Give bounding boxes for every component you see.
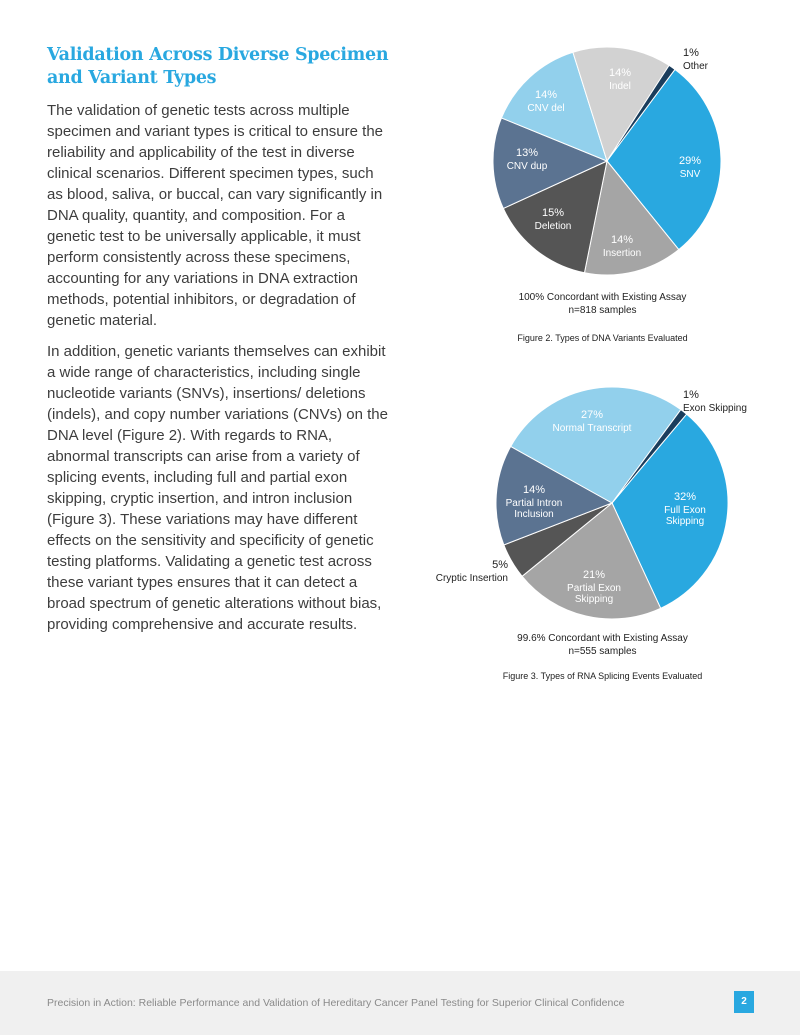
- figure2-sample-count: n=818 samples: [568, 305, 637, 316]
- slice-category-label-other: Other: [683, 61, 709, 72]
- page-number: 2: [734, 991, 754, 1013]
- slice-category-label-full-exon-skipping-line2: Skipping: [665, 516, 705, 527]
- paragraph-variant-types: In addition, genetic variants themselves can exhibit a wide range of characteristics, including single nucleotide variants (SNVs), insertions/ deletions (indels), and copy number variations (CNVs) on the DNA level (Figure 2). With regards to RNA, abnormal transcripts can arise from a variety of splicing events, including full and partial exon skipping, cryptic insertion, and intron inclusion (Figure 3). These variations may have different effects on the sensitivity and specificity of genetic testing platforms. Validating a genetic test across these variant types ensures that it can detect a broad spectrum of genetic alterations without bias, providing comprehensive and accurate results.: [47, 343, 388, 633]
- slice-category-label-partial-intron-inclusion-line2: Inclusion: [514, 509, 554, 520]
- slice-value-label-deletion: 15%: [541, 207, 565, 219]
- figure2-note: [420, 291, 785, 317]
- slice-category-label-cryptic-insertion: Cryptic Insertion: [435, 573, 508, 584]
- slice-category-label-partial-intron-inclusion: Partial Intron: [505, 498, 563, 509]
- article-column: [47, 44, 392, 645]
- slice-category-label-insertion: Insertion: [602, 248, 642, 259]
- rna-splicing-pie-chart: [420, 378, 800, 628]
- slice-category-label-deletion: Deletion: [534, 221, 572, 232]
- slice-value-label-full-exon-skipping: 32%: [673, 491, 697, 503]
- figure3-caption: Figure 3. Types of RNA Splicing Events Evaluated: [502, 671, 703, 681]
- slice-value-label-cnv-del: 14%: [534, 89, 558, 101]
- slice-category-label-cnv-dup: CNV dup: [506, 161, 548, 172]
- slice-value-label-cnv-dup: 13%: [515, 147, 539, 159]
- slice-value-label-insertion: 14%: [610, 234, 634, 246]
- dna-variants-pie-chart: [420, 36, 800, 286]
- slice-value-label-partial-exon-skipping: 21%: [582, 569, 606, 581]
- slice-category-label-partial-exon-skipping: Partial Exon: [567, 583, 621, 594]
- footer-title: Precision in Action: Reliable Performance and Validation of Hereditary Cancer Panel Testing for Superior Clinical Confidence: [47, 997, 625, 1009]
- slice-category-label-exon-skipping: Exon Skipping: [683, 403, 747, 414]
- figure3-concordance: 99.6% Concordant with Existing Assay: [517, 633, 688, 644]
- slice-category-label-indel: Indel: [609, 81, 631, 92]
- slice-value-label-cryptic-insertion: 5%: [492, 559, 508, 571]
- figure2-caption: Figure 2. Types of DNA Variants Evaluated: [517, 333, 688, 343]
- section-heading: Validation Across Diverse Specimen and Variant Types: [47, 45, 389, 88]
- slice-category-label-partial-exon-skipping-line2: Skipping: [574, 594, 614, 605]
- slice-category-label-cnv-del: CNV del: [527, 103, 565, 114]
- slice-value-label-partial-intron-inclusion: 14%: [522, 484, 546, 496]
- page-footer: [0, 971, 800, 1035]
- slice-value-label-other: 1%: [683, 47, 699, 59]
- paragraph-specimen-types: The validation of genetic tests across multiple specimen and variant types is critical to ensure the reliability and applicability of the test in diverse clinical scenarios. Different specimen types, such as blood, saliva, or buccal, can vary significantly in DNA quality, quantity, and composition. For a genetic test to be universally applicable, it must perform consistently across these specimens, accounting for any variations in DNA extraction methods, potential inhibitors, or degradation of genetic material.: [47, 102, 383, 329]
- slice-value-label-normal-transcript: 27%: [580, 409, 604, 421]
- slice-category-label-normal-transcript: Normal Transcript: [552, 423, 632, 434]
- figure2-concordance: 100% Concordant with Existing Assay: [518, 292, 687, 303]
- figure3-note: [420, 632, 785, 658]
- slice-value-label-snv: 29%: [678, 155, 702, 167]
- slice-value-label-exon-skipping: 1%: [683, 389, 699, 401]
- slice-value-label-indel: 14%: [608, 67, 632, 79]
- slice-category-label-full-exon-skipping: Full Exon: [664, 505, 706, 516]
- slice-category-label-snv: SNV: [679, 169, 701, 180]
- figure3-sample-count: n=555 samples: [568, 646, 637, 657]
